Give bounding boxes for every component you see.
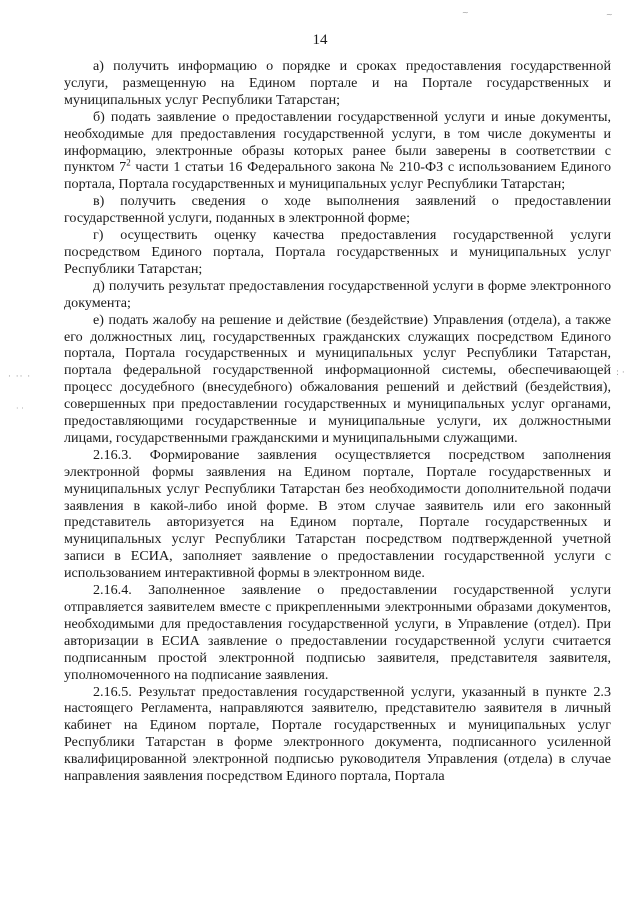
paragraph xyxy=(64,109,611,194)
paragraph: д) получить результат предоставления государственной услуги в форме электронного документа; xyxy=(64,277,611,311)
paragraph: а) получить информацию о порядке и сроках предоставления государственной услуги, размещенную на Едином портале и на Портале государственных и муниципальных услуг Республики Татарстан; xyxy=(64,58,611,108)
scan-speck: ~ xyxy=(606,10,613,19)
paragraph-text: части 1 статьи 16 Федерального закона № 210-ФЗ с использованием Единого портала, Портала государственных и муниципальных услуг Республики Татарстан; xyxy=(64,159,611,193)
scan-speck: : · xyxy=(616,368,625,378)
scan-speck: · ·· · xyxy=(8,372,32,382)
paragraph: 2.16.5. Результат предоставления государственной услуги, указанный в пункте 2.3 настоящего Регламента, направляются заявителю, представителю заявителя в личный кабинет на Едином портале, Портале государственных и муниципальных услуг Республики Татарстан в форме электронного документа, подписанного усиленной квалифицированной электронной подписью руководителя Управления (отдела) в случае направления заявления посредством Единого портала, Портала xyxy=(64,683,611,785)
scan-speck: · · xyxy=(16,404,24,413)
paragraph-text: б) подать заявление о предоставлении государственной услуги и иные документы, необходимые для предоставления государственной услуги, в том числе документы и информацию, электронные образы которых ранее были заверены в соответствии с пунктом 7 xyxy=(64,108,611,176)
paragraph: 2.16.4. Заполненное заявление о предоставлении государственной услуги отправляется заявителем вместе с прикрепленными электронными образами документов, необходимыми для предоставления государственной услуги, в Управление (отдел). При авторизации в ЕСИА заявление о предоставлении государственной услуги считается подписанным простой электронной подписью заявителя, представителя заявителя, уполномоченного на подписание заявления. xyxy=(64,582,611,683)
superscript: 2 xyxy=(126,157,131,168)
scan-speck: ~ xyxy=(462,8,469,17)
document-body xyxy=(64,58,611,785)
paragraph: в) получить сведения о ходе выполнения заявлений о предоставлении государственной услуги, поданных в электронной форме; xyxy=(64,193,611,227)
paragraph: г) осуществить оценку качества предоставления государственной услуги посредством Единого портала, Портала государственных и муниципальных услуг Республики Татарстан; xyxy=(64,227,611,277)
paragraph: 2.16.3. Формирование заявления осуществляется посредством заполнения электронной формы заявления на Едином портале, Портале государственных и муниципальных услуг Республики Татарстан без необходимости дополнительной подачи заявления в какой-либо иной форме. В этом случае заявитель или его законный представитель авторизуется на Едином портале, Портале государственных и муниципальных услуг Республики Татарстан посредством подтвержденной учетной записи в ЕСИА, заполняет заявление о предоставлении государственной услуги с использованием интерактивной формы в электронном виде. xyxy=(64,446,611,582)
page-number: 14 xyxy=(312,32,328,48)
paragraph: е) подать жалобу на решение и действие (бездействие) Управления (отдела), а также его должностных лиц, государственных гражданских служащих посредством Единого портала, Портала государственных и муниципальных услуг Республики Татарстан, портала федеральной государственной информационной системы, обеспечивающей процесс досудебного (внесудебного) обжалования решений и действий (бездействия), совершенных при предоставлении государственных и муниципальных услуг органами, предоставляющими государственные и муниципальные услуги, их должностными лицами, государственными гражданскими и муниципальными служащими. xyxy=(64,311,611,446)
